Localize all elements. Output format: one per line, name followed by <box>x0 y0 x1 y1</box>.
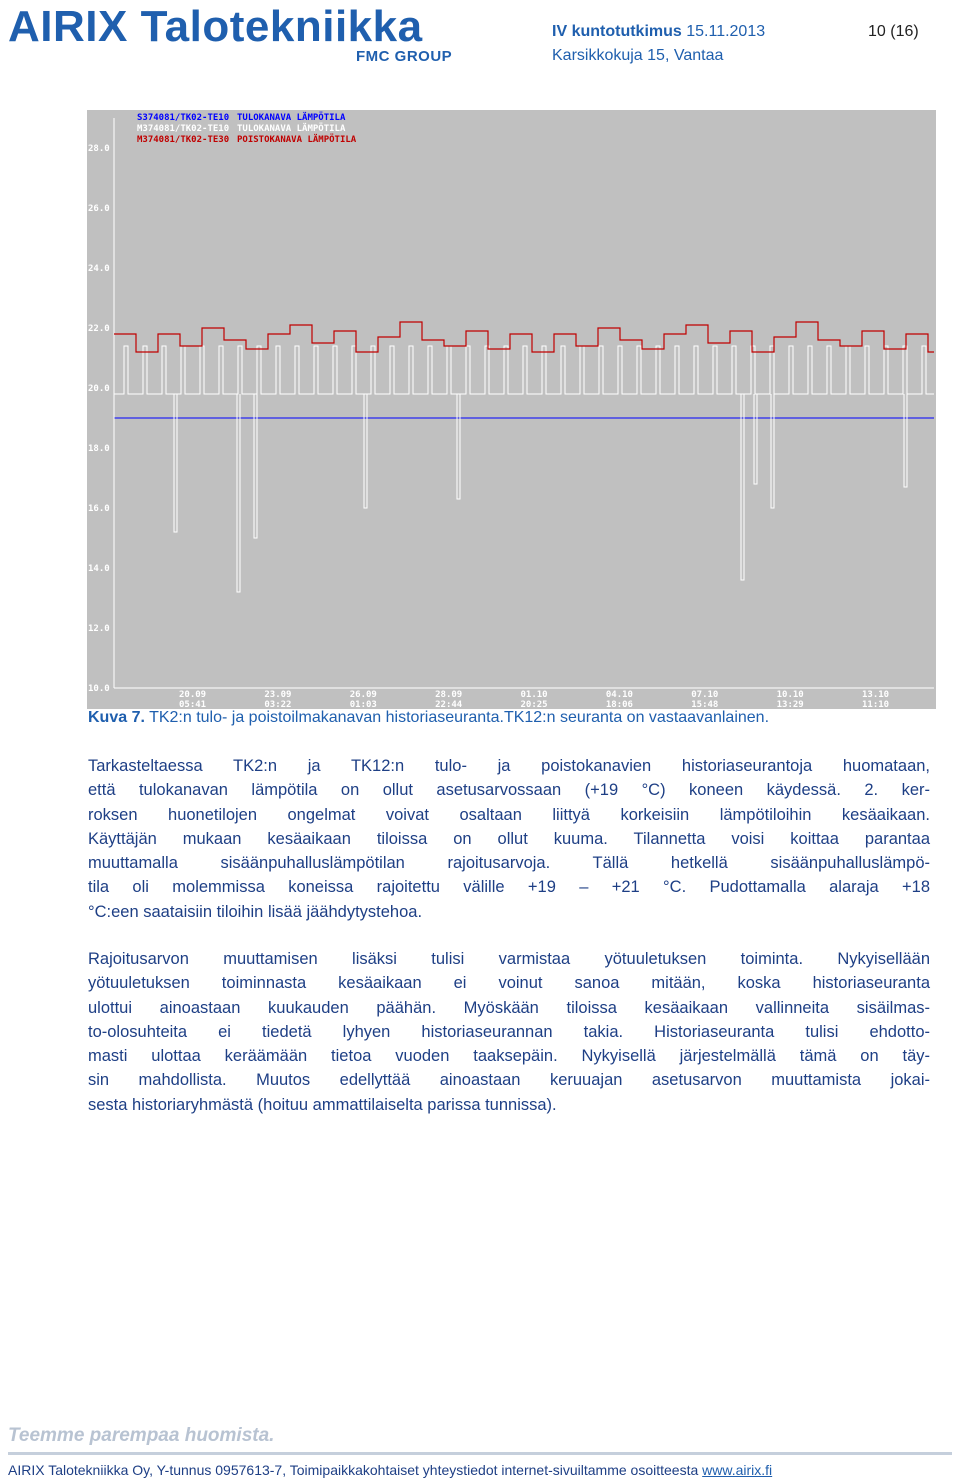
x-tick-date: 13.10 <box>862 690 890 700</box>
x-tick-time: 18:06 <box>605 700 633 709</box>
series-supply-dip <box>904 394 907 487</box>
paragraph-line: yötuuletuksen toiminnasta kesäaikaan ei voinut sanoa mitään, koska historiaseuranta <box>88 974 930 993</box>
paragraph-line: sin mahdollista. Muutos edellyttää ainoastaan keruuajan asetusarvon muuttamista jokai- <box>88 1071 930 1090</box>
x-tick-date: 26.09 <box>349 690 377 700</box>
legend-series-label: TULOKANAVA LÄMPÖTILA <box>237 113 346 123</box>
series-supply-dip <box>754 394 757 484</box>
report-header <box>552 20 765 68</box>
series-line-exhaust <box>114 322 934 352</box>
y-tick-label: 20.0 <box>88 384 110 394</box>
x-tick-time: 22:44 <box>435 700 463 709</box>
paragraph-line: ulottui ainoastaan kuukauden päähän. Myöskään tiloissa kesäaikaan vallinneita sisäilmas- <box>88 998 930 1017</box>
logo-wordmark: AIRIX Talotekniikka <box>8 2 423 51</box>
x-tick-date: 20.09 <box>179 690 207 700</box>
figure-caption <box>88 707 769 729</box>
series-supply-dip <box>237 394 240 592</box>
series-supply-dip <box>174 394 177 532</box>
report-title: IV kuntotutkimus <box>552 23 682 40</box>
paragraph-line: että tulokanavan lämpötila on ollut asetusarvossaan (+19 °C) koneen käydessä. 2. ker- <box>88 781 930 800</box>
footer-text <box>8 1462 772 1478</box>
series-supply-dip <box>364 394 367 508</box>
y-tick-label: 16.0 <box>88 504 110 514</box>
caption-text: TK2:n tulo- ja poistoilmakanavan historiaseuranta.TK12:n seuranta on vastaavanlainen. <box>149 709 770 726</box>
paragraph-line: sesta historiaryhmästä (hoituu ammattilaiselta parissa tunnissa). <box>88 1095 557 1114</box>
footer-website-link[interactable]: www.airix.fi <box>702 1462 773 1478</box>
footer-divider <box>8 1452 952 1455</box>
paragraph-line: Tarkasteltaessa TK2:n ja TK12:n tulo- ja poistokanavien historiaseurantoja huomataan, <box>88 757 930 775</box>
caption-label: Kuva 7. <box>88 709 145 726</box>
airix-logo <box>8 4 468 66</box>
y-tick-label: 10.0 <box>88 684 110 694</box>
legend-series-label: POISTOKANAVA LÄMPÖTILA <box>237 135 357 145</box>
y-tick-label: 22.0 <box>88 324 110 334</box>
paragraph-line: to-olosuhteita ei tiedetä lyhyen historiaseurannan takia. Historiaseuranta tulisi ehdotto- <box>88 1022 930 1041</box>
chart-svg <box>87 110 936 709</box>
x-tick-date: 07.10 <box>691 690 719 700</box>
legend-series-name: S374081/TK02-TE10 <box>137 113 230 123</box>
paragraph-line: °C:een saataisiin tiloihin lisää jäähdytystehoa. <box>88 902 423 921</box>
x-tick-time: 20:25 <box>520 700 548 709</box>
paragraph-line: masti ulottaa keräämään tietoa vuoden taaksepäin. Nykyisellä järjestelmällä tämä on täy- <box>88 1047 930 1066</box>
paragraph-2 <box>88 947 930 1117</box>
paragraph-line: Käyttäjän mukaan kesäaikaan tiloissa on ollut kuuma. Tilannetta voisi koittaa parantaa <box>88 829 930 848</box>
series-supply-dip <box>457 394 460 499</box>
temperature-history-chart <box>87 110 936 709</box>
x-tick-time: 01:03 <box>349 700 377 709</box>
x-tick-date: 01.10 <box>520 690 548 700</box>
y-tick-label: 12.0 <box>88 624 110 634</box>
paragraph-line: tila oli molemmissa koneissa rajoitettu välille +19 – +21 °C. Pudottamalla alaraja +18 <box>88 878 930 897</box>
series-supply-dip <box>741 394 744 580</box>
page-number: 10 (16) <box>868 23 919 40</box>
series-supply-dip <box>254 394 257 538</box>
y-tick-label: 24.0 <box>88 264 110 274</box>
series-supply-dip <box>771 394 774 508</box>
x-tick-time: 13:29 <box>776 700 804 709</box>
footer-slogan: Teemme parempaa huomista. <box>8 1425 275 1446</box>
legend-series-name: M374081/TK02-TE10 <box>137 124 230 134</box>
x-tick-date: 04.10 <box>605 690 633 700</box>
report-date: 15.11.2013 <box>686 23 766 40</box>
x-tick-date: 10.10 <box>776 690 804 700</box>
x-tick-time: 03:22 <box>264 700 292 709</box>
report-address: Karsikkokuja 15, Vantaa <box>552 47 724 64</box>
logo-group-name: FMC GROUP <box>356 48 453 65</box>
paragraph-line: roksen huonetilojen ongelmat voivat osaltaan liittyä korkeisiin lämpötiloihin kesäaikaan. <box>88 805 930 824</box>
x-tick-date: 28.09 <box>435 690 463 700</box>
x-tick-time: 05:41 <box>179 700 207 709</box>
y-tick-label: 26.0 <box>88 204 110 214</box>
y-tick-label: 14.0 <box>88 564 110 574</box>
footer-company-text: AIRIX Talotekniikka Oy, Y-tunnus 0957613-7, Toimipaikkakohtaiset yhteystiedot internet-sivuiltamme osoitteesta <box>8 1462 699 1478</box>
x-tick-time: 15:48 <box>691 700 719 709</box>
paragraph-1 <box>88 754 930 924</box>
paragraph-line: muuttamalla sisäänpuhalluslämpötilan rajoitusarvoja. Tällä hetkellä sisäänpuhalluslämpö- <box>88 854 930 873</box>
y-tick-label: 18.0 <box>88 444 110 454</box>
x-tick-date: 23.09 <box>264 690 292 700</box>
paragraph-line: Rajoitusarvon muuttamisen lisäksi tulisi varmistaa yötuuletuksen toiminta. Nykyisellään <box>88 950 930 968</box>
legend-series-name: M374081/TK02-TE30 <box>137 135 230 145</box>
legend-series-label: TULOKANAVA LÄMPÖTILA <box>237 124 346 134</box>
x-tick-time: 11:10 <box>862 700 890 709</box>
y-tick-label: 28.0 <box>88 144 110 154</box>
